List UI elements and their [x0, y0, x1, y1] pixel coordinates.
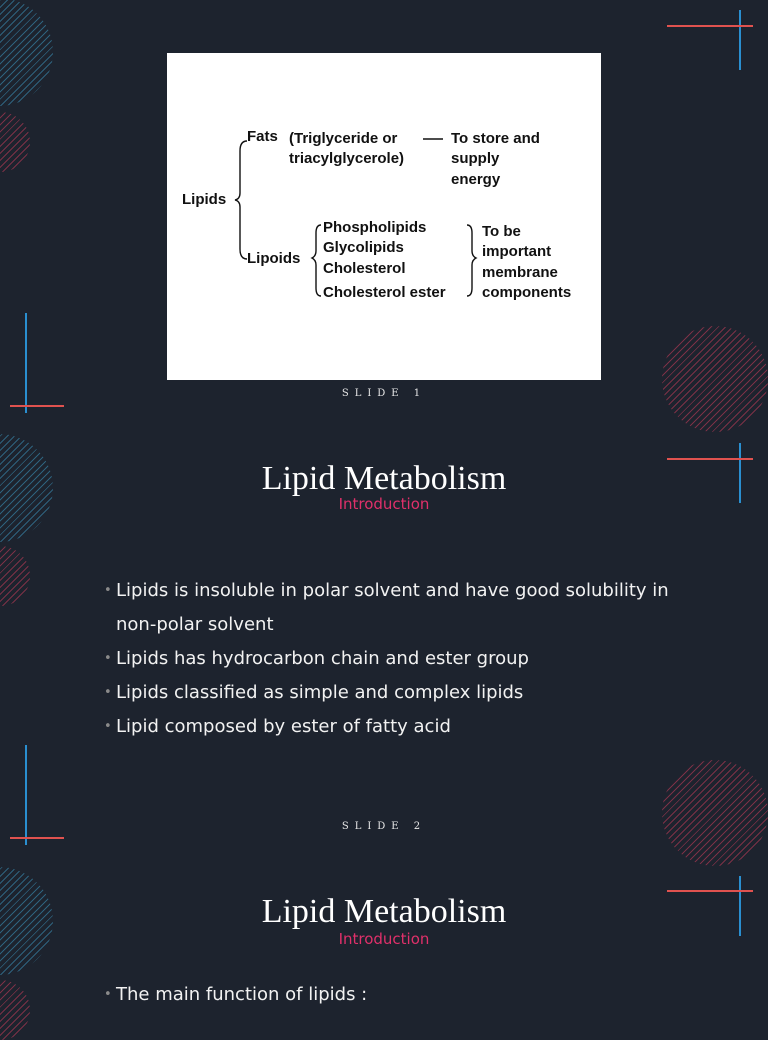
decorative-line: [10, 837, 64, 839]
lipoid-left-brace: [312, 225, 321, 296]
bullet-item: • Lipids has hydrocarbon chain and ester group: [104, 642, 684, 676]
bullet-item: • Lipids classified as simple and complex lipids: [104, 676, 684, 710]
lipoid-right-brace: [467, 225, 476, 296]
slide-title: Lipid Metabolism: [261, 460, 507, 497]
bullet-list: [104, 574, 684, 744]
decorative-circle: [0, 112, 30, 172]
slide-subtitle: Introduction: [338, 495, 430, 513]
decorative-line: [667, 25, 753, 27]
lipid-classification-figure: [167, 53, 601, 380]
decorative-circle: [0, 546, 30, 606]
bullet-item: • Lipids is insoluble in polar solvent and have good solubility in non-polar solvent: [104, 574, 684, 642]
decorative-circle: [662, 760, 768, 866]
fats-label: Fats: [247, 128, 278, 145]
fats-function-line-3: energy: [451, 171, 501, 188]
decorative-circle: [0, 0, 53, 106]
fats-description-line-1: (Triglyceride or: [289, 130, 398, 147]
slide-title: Lipid Metabolism: [261, 893, 507, 930]
fats-function-line-1: To store and: [451, 130, 540, 147]
bullet-item: • The main function of lipids :: [104, 978, 684, 1012]
lipoid-function-line-4: components: [482, 284, 572, 301]
lipids-label: Lipids: [182, 191, 227, 208]
fats-description-line-2: triacylglycerole): [289, 150, 405, 167]
lipoid-function-line-3: membrane: [482, 264, 558, 281]
bullet-item: • Lipid composed by ester of fatty acid: [104, 710, 684, 744]
decorative-line: [739, 10, 741, 70]
bullet-list: [104, 978, 684, 1012]
lipoids-label: Lipoids: [247, 250, 301, 267]
lipoid-item: Phospholipids: [323, 219, 427, 236]
decorative-circle: [0, 980, 30, 1040]
lipoid-function-line-1: To be: [482, 223, 521, 240]
figure-brackets: [167, 53, 601, 380]
lipoid-item: Cholesterol ester: [323, 284, 446, 301]
lipoid-item: Glycolipids: [323, 239, 404, 256]
lipoid-function-line-2: important: [482, 243, 552, 260]
slide-label: SLIDE 1: [341, 388, 427, 399]
lipids-brace: [235, 141, 247, 259]
slide-label: SLIDE 2: [341, 821, 427, 832]
lipoid-item: Cholesterol: [323, 260, 406, 277]
decorative-circle: [662, 326, 768, 432]
decorative-line: [10, 405, 64, 407]
fats-function-line-2: supply: [451, 150, 500, 167]
decorative-line: [667, 890, 753, 892]
slide-subtitle: Introduction: [338, 930, 430, 948]
